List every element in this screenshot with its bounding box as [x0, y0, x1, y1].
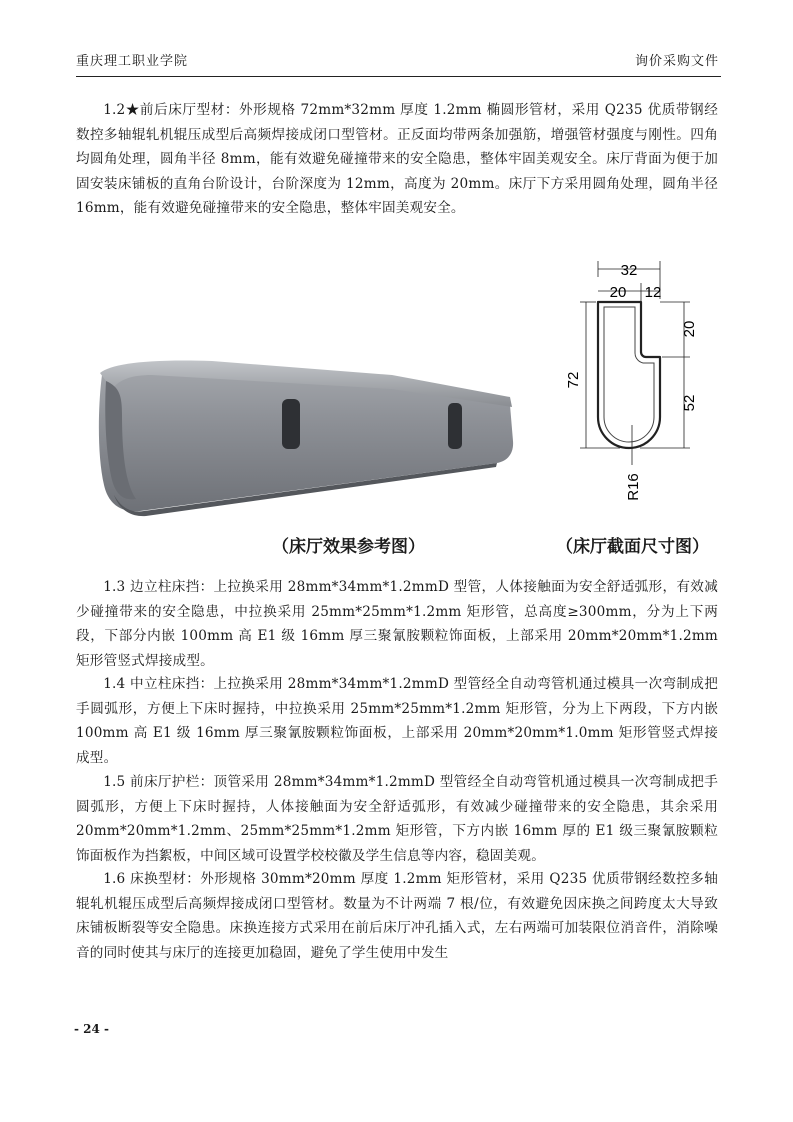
dim-top-width: 32 — [620, 262, 638, 279]
paragraph-1-3-side-guard: 1.3 边立柱床挡：上拉换采用 28mm*34mm*1.2mmD 型管，人体接触面为安全舒适弧形，有效减少碰撞带来的安全隐患，中拉换采用 25mm*25mm*1.2mm 矩形管，总高度≥300mm，分为上下两段，下部分内嵌 100mm 高 E1 级 16mm 厚三聚氰胺颗粒饰面板，上部采用 20mm*20mm*1.2mm 矩形管竖式焊接成型。 — [76, 579, 718, 669]
dim-radius: R16 — [625, 473, 642, 501]
bed-rail-photo — [92, 345, 522, 525]
paragraph-1-5-front-rail-guard: 1.5 前床厅护栏：顶管采用 28mm*34mm*1.2mmD 型管经全自动弯管机通过模具一次弯制成把手圆弧形，方便上下床时握持，人体接触面为安全舒适弧形，有效减少碰撞带来的安全隐患，其余采用 20mm*20mm*1.2mm、25mm*25mm*1.2mm 矩形管，下方内嵌 16mm 厚的 E1 级三聚氰胺颗粒饰面板作为挡絮板，中间区域可设置学校校徽及学生信息等内容，稳固美观。 — [76, 774, 718, 864]
header-institution: 重庆理工职业学院 — [76, 54, 189, 69]
dim-left-width: 20 — [609, 284, 627, 301]
dim-total-height: 72 — [565, 371, 582, 389]
dim-step-height: 20 — [681, 320, 698, 338]
photo-caption: （床厅效果参考图） — [272, 537, 425, 557]
dim-step-width: 12 — [644, 284, 662, 301]
paragraph-1-4-middle-guard: 1.4 中立柱床挡：上拉换采用 28mm*34mm*1.2mmD 型管经全自动弯管机通过模具一次弯制成把手圆弧形，方便上下床时握持，中拉换采用 25mm*25mm*1.2mm 矩形管，分为上下两段，下方内嵌 100mm 高 E1 级 16mm 厚三聚氰胺颗粒饰面板，上部采用 20mm*20mm*1.0mm 矩形管竖式焊接成型。 — [76, 676, 718, 766]
header-divider — [76, 76, 721, 77]
page-number: - 24 - — [74, 1022, 110, 1036]
paragraph-1-2-rail-profile: 1.2★前后床厅型材：外形规格 72mm*32mm 厚度 1.2mm 椭圆形管材，采用 Q235 优质带钢经数控多轴辊轧机辊压成型后高频焊接成闭口型管材。正反面均带两条加强筋，增强管材强度与刚性。四角均圆角处理，圆角半径 8mm，能有效避免碰撞带来的安全隐患，整体牢固美观安全。床厅背面为便于加固安装床铺板的直角台阶设计，台阶深度为 12mm，高度为 20mm。床厅下方采用圆角处理，圆角半径 16mm，能有效避免碰撞带来的安全隐患，整体牢固美观安全。 — [76, 102, 718, 216]
dim-lower-height: 52 — [681, 394, 698, 412]
section-profile-outline — [598, 302, 660, 448]
rail-section-diagram — [560, 255, 710, 515]
paragraph-1-6-crossbar: 1.6 床换型材：外形规格 30mm*20mm 厚度 1.2mm 矩形管材，采用 Q235 优质带钢经数控多轴辊轧机辊压成型后高频焊接成闭口型管材。数量为不计两端 7 根/位，有效避免因床换之间跨度太大导致床铺板断裂等安全隐患。床换连接方式采用在前后床厅冲孔插入式，左右两端可加装限位消音件，消除噪音的同时使其与床厅的连接更加稳固，避免了学生使用中发生 — [76, 871, 718, 961]
section-diagram-caption: （床厅截面尺寸图） — [556, 537, 709, 557]
header-doc-type: 询价采购文件 — [634, 54, 719, 69]
